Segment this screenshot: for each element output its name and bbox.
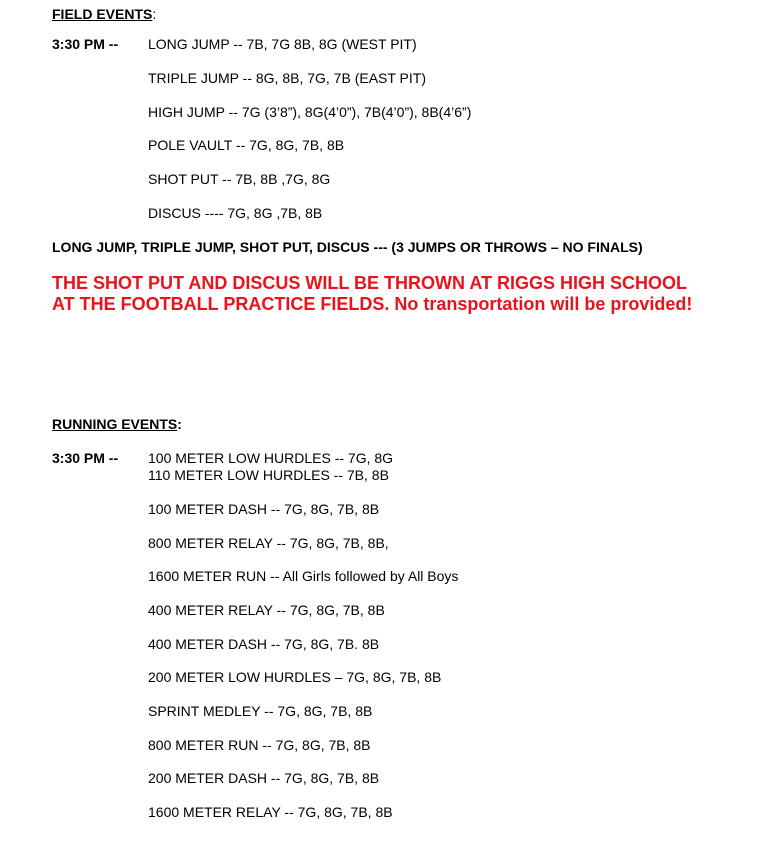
- running-event-400m-relay: 400 METER RELAY -- 7G, 8G, 7B, 8B: [148, 602, 385, 618]
- running-event-400m-dash: 400 METER DASH -- 7G, 8G, 7B. 8B: [148, 636, 380, 652]
- field-event-long-jump: LONG JUMP -- 7B, 7G 8B, 8G (WEST PIT): [148, 36, 417, 52]
- field-events-time: 3:30 PM --: [52, 36, 119, 52]
- running-event-1600m-relay: 1600 METER RELAY -- 7G, 8G, 7B, 8B: [148, 804, 393, 820]
- field-event-pole-vault: POLE VAULT -- 7G, 8G, 7B, 8B: [148, 137, 345, 153]
- running-event-100m-low-hurdles: 100 METER LOW HURDLES -- 7G, 8G: [148, 450, 394, 466]
- field-events-heading-colon: :: [152, 6, 157, 22]
- field-events-heading: [52, 6, 156, 23]
- running-event-800m-run: 800 METER RUN -- 7G, 8G, 7B, 8B: [148, 737, 371, 753]
- running-events-heading-colon: :: [177, 416, 182, 432]
- running-event-800m-relay: 800 METER RELAY -- 7G, 8G, 7B, 8B,: [148, 535, 389, 551]
- field-events-rule: LONG JUMP, TRIPLE JUMP, SHOT PUT, DISCUS --- (3 JUMPS OR THROWS – NO FINALS): [52, 239, 643, 255]
- running-event-100m-dash: 100 METER DASH -- 7G, 8G, 7B, 8B: [148, 501, 380, 517]
- running-event-1600m-run: 1600 METER RUN -- All Girls followed by All Boys: [148, 568, 459, 584]
- running-event-200m-low-hurdles: 200 METER LOW HURDLES – 7G, 8G, 7B, 8B: [148, 669, 442, 685]
- venue-warning-line-1: THE SHOT PUT AND DISCUS WILL BE THROWN AT RIGGS HIGH SCHOOL: [52, 273, 687, 293]
- field-event-high-jump: HIGH JUMP -- 7G (3’8”), 8G(4’0”), 7B(4’0”), 8B(4’6”): [148, 104, 472, 120]
- running-events-heading: [52, 416, 182, 433]
- running-event-110m-low-hurdles: 110 METER LOW HURDLES -- 7B, 8B: [148, 467, 389, 483]
- running-events-time: 3:30 PM --: [52, 450, 119, 466]
- venue-warning-line-2: AT THE FOOTBALL PRACTICE FIELDS. No transportation will be provided!: [52, 294, 693, 314]
- field-event-discus: DISCUS ---- 7G, 8G ,7B, 8B: [148, 205, 323, 221]
- field-events-heading-text: FIELD EVENTS: [52, 6, 153, 22]
- field-event-triple-jump: TRIPLE JUMP -- 8G, 8B, 7G, 7B (EAST PIT): [148, 70, 426, 86]
- running-events-heading-text: RUNNING EVENTS: [52, 416, 178, 432]
- running-event-200m-dash: 200 METER DASH -- 7G, 8G, 7B, 8B: [148, 770, 380, 786]
- running-event-sprint-medley: SPRINT MEDLEY -- 7G, 8G, 7B, 8B: [148, 703, 373, 719]
- field-event-shot-put: SHOT PUT -- 7B, 8B ,7G, 8G: [148, 171, 331, 187]
